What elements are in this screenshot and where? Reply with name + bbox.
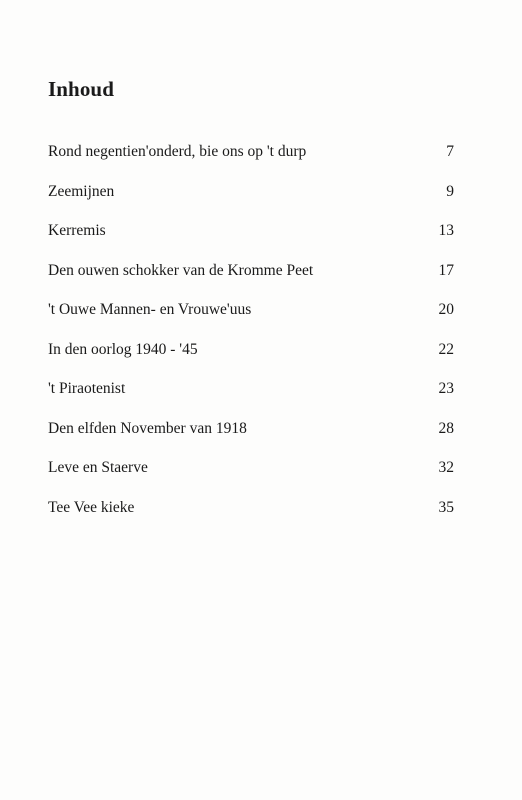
toc-entry-title: 't Piraotenist xyxy=(48,380,126,397)
toc-entry-title: Tee Vee kieke xyxy=(48,498,135,516)
toc-entry xyxy=(48,221,454,261)
toc-entry-title: Rond negentien'onderd, bie ons op 't durp xyxy=(48,143,307,160)
toc-entry-title: Kerremis xyxy=(48,222,106,239)
toc-entry xyxy=(48,458,454,498)
toc-entry-page: 7 xyxy=(446,143,454,160)
toc-entry xyxy=(48,379,454,419)
toc-entry-title: Leve en Staerve xyxy=(48,459,148,476)
toc-entry-page: 22 xyxy=(438,340,454,358)
toc-entry-page: 17 xyxy=(438,261,454,279)
toc-entry-page: 28 xyxy=(438,419,454,437)
toc-entry-title: Den elfden November van 1918 xyxy=(48,419,247,437)
toc-entry xyxy=(48,182,454,222)
toc-entry xyxy=(48,340,454,380)
toc-entry-title: In den oorlog 1940 - '45 xyxy=(48,340,198,358)
page-title: Inhoud xyxy=(48,77,114,101)
toc-entry xyxy=(48,142,454,182)
toc-entry-page: 20 xyxy=(438,301,454,318)
toc-entry-title: Zeemijnen xyxy=(48,182,115,200)
toc-entry-title: Den ouwen schokker van de Kromme Peet xyxy=(48,261,314,279)
toc-entry-page: 9 xyxy=(446,182,454,200)
toc-entry xyxy=(48,300,454,340)
table-of-contents xyxy=(48,142,454,537)
toc-entry-page: 35 xyxy=(438,498,454,516)
toc-entry xyxy=(48,419,454,459)
toc-entry-page: 32 xyxy=(438,459,454,476)
toc-entry-page: 13 xyxy=(438,222,454,239)
toc-entry xyxy=(48,498,454,538)
toc-entry-page: 23 xyxy=(438,380,454,397)
toc-entry xyxy=(48,261,454,301)
toc-entry-title: 't Ouwe Mannen- en Vrouwe'uus xyxy=(48,301,252,318)
